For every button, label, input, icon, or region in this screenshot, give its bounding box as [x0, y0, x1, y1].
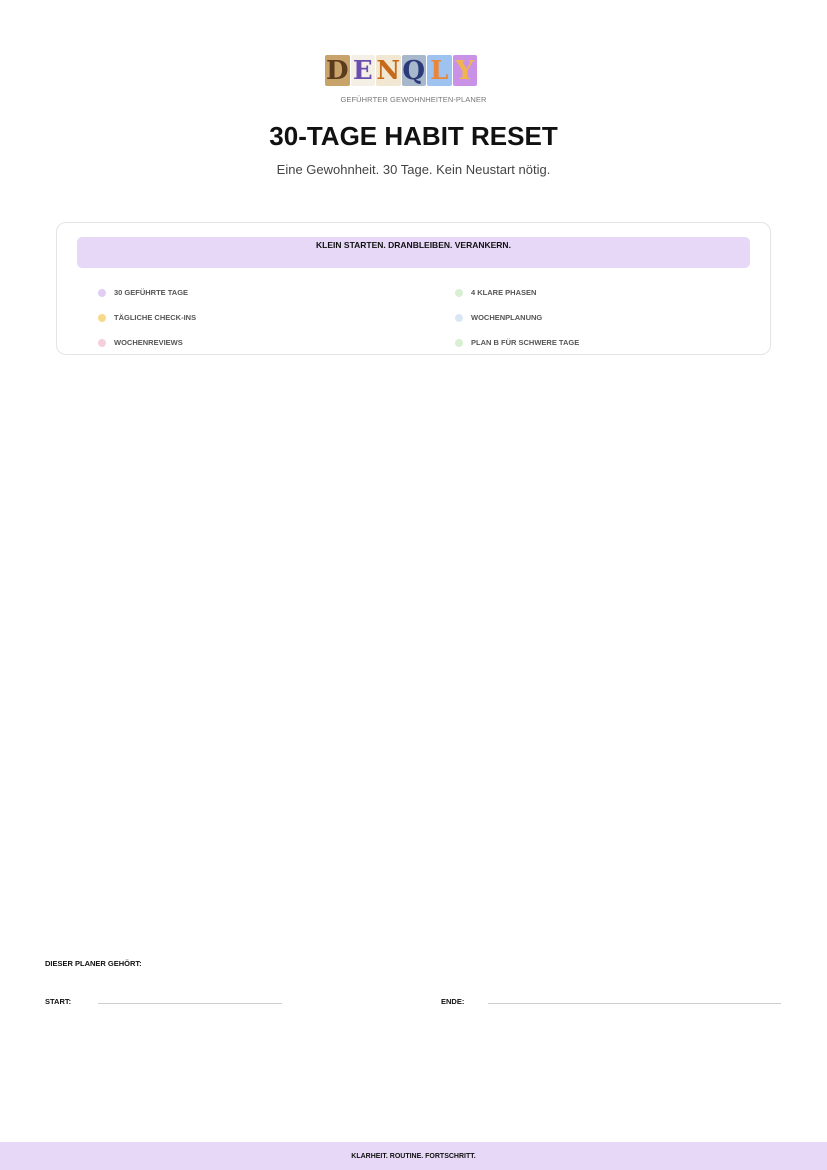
feature-item	[98, 313, 196, 322]
bullet-dot-icon	[98, 314, 106, 322]
feature-label: WOCHENPLANUNG	[471, 313, 543, 322]
owner-label: DIESER PLANER GEHÖRT:	[45, 959, 142, 968]
feature-label: WOCHENREVIEWS	[114, 338, 183, 347]
start-date-line[interactable]	[98, 1003, 282, 1004]
logo-letter: E	[351, 55, 376, 86]
bullet-dot-icon	[98, 339, 106, 347]
logo-letter: Y	[453, 55, 478, 86]
feature-item	[455, 288, 536, 297]
features-card	[56, 222, 771, 355]
page-title: 30-TAGE HABIT RESET	[269, 121, 558, 151]
feature-item	[455, 338, 579, 347]
footer-text: KLARHEIT. ROUTINE. FORTSCHRITT.	[351, 1153, 476, 1160]
logo-letter: D	[325, 55, 349, 86]
feature-item	[455, 313, 542, 322]
footer-band	[0, 1142, 827, 1170]
features-banner: KLEIN STARTEN. DRANBLEIBEN. VERANKERN.	[77, 237, 750, 268]
bullet-dot-icon	[455, 314, 463, 322]
end-label: ENDE:	[441, 997, 465, 1006]
feature-label: TÄGLICHE CHECK-INS	[114, 313, 197, 322]
feature-label: 30 GEFÜHRTE TAGE	[114, 288, 189, 297]
start-label: START:	[45, 997, 72, 1006]
page-tagline: Eine Gewohnheit. 30 Tage. Kein Neustart nötig.	[276, 162, 551, 177]
feature-item	[98, 338, 183, 347]
feature-item	[98, 288, 188, 297]
feature-label: 4 KLARE PHASEN	[471, 288, 537, 297]
end-date-line[interactable]	[488, 1003, 781, 1004]
bullet-dot-icon	[455, 289, 463, 297]
logo-letter: L	[427, 55, 452, 86]
logo-letter: Q	[402, 55, 426, 86]
logo-letter: N	[376, 55, 401, 86]
bullet-dot-icon	[455, 339, 463, 347]
feature-label: PLAN B FÜR SCHWERE TAGE	[471, 338, 580, 347]
logo-caption: GEFÜHRTER GEWOHNHEITEN-PLANER	[340, 95, 487, 104]
brand-logo	[325, 55, 502, 88]
bullet-dot-icon	[98, 289, 106, 297]
